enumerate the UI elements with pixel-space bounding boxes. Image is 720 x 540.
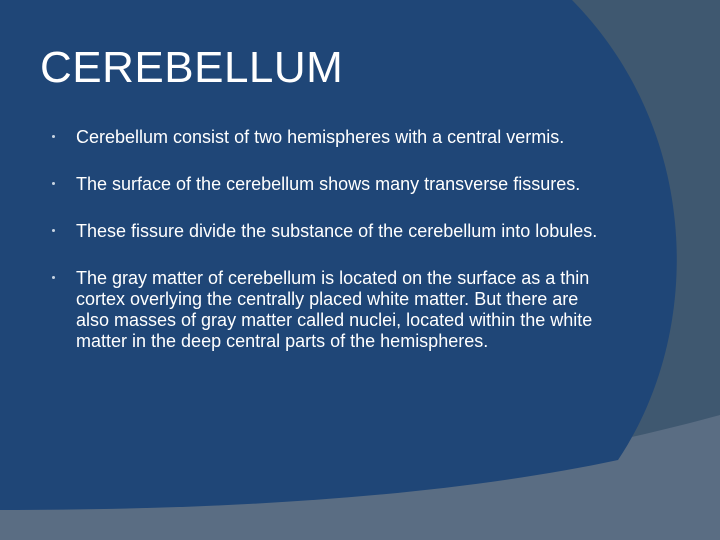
bullet-dot-icon — [52, 182, 55, 185]
bullet-text: Cerebellum consist of two hemispheres with a central vermis. — [76, 127, 565, 147]
bullet-item — [52, 221, 612, 242]
bullet-item — [52, 268, 612, 352]
bullet-item — [52, 127, 612, 148]
slide-title: CEREBELLUM — [40, 43, 344, 92]
bullet-list — [52, 127, 612, 378]
bullet-text: These fissure divide the substance of the cerebellum into lobules. — [76, 221, 598, 241]
bullet-text: The gray matter of cerebellum is located on the surface as a thin cortex overlying the centrally placed white matter. But there are also masses of gray matter called nuclei, located within the white matter in the deep central parts of the hemispheres. — [76, 268, 593, 351]
bullet-item — [52, 174, 612, 195]
bullet-dot-icon — [52, 276, 55, 279]
bullet-text: The surface of the cerebellum shows many transverse fissures. — [76, 174, 581, 194]
bullet-dot-icon — [52, 135, 55, 138]
bullet-dot-icon — [52, 229, 55, 232]
